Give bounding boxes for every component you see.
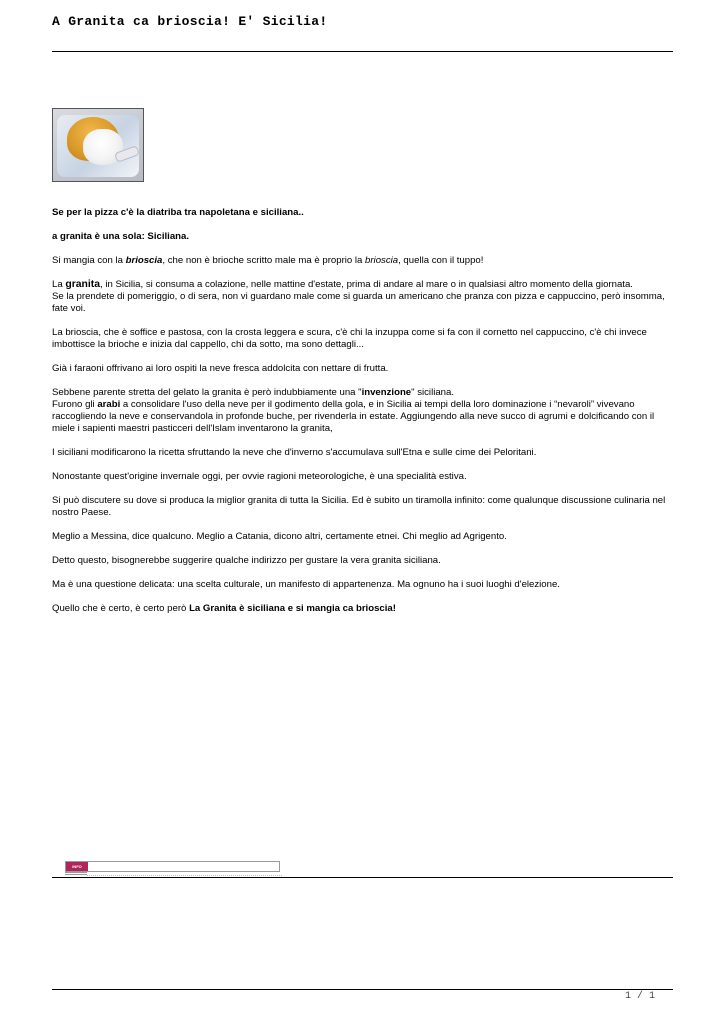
page-number: 1 / 1 — [624, 991, 655, 1002]
ad-tag: INFO — [66, 862, 88, 871]
paragraph: Nonostante quest'origine invernale oggi, per ovvie ragioni meteorologiche, è una specialità estiva. — [52, 471, 467, 482]
paragraph: Sebbene parente stretta del gelato la granita è però indubbiamente una "invenzione" siciliana. Furono gli arabi a consolidare l'uso della neve per il godimento della gola, e in Sicilia ai tempi della loro dominazione i “nevaroli” vivevano raccogliendo la neve e conservandola in profonde buche, per rivenderla in estate. Aggiungendo alla neve succo di agrumi e dolcificando con il miele i sapienti maestri pasticceri dell'Islam inventarono la granita, — [52, 387, 655, 434]
content-divider — [52, 877, 673, 878]
paragraph: Già i faraoni offrivano ai loro ospiti la neve fresca addolcita con nettare di frutta. — [52, 363, 389, 374]
ad-banner[interactable] — [65, 861, 280, 872]
closing-line: Quello che è certo, è certo però La Granita è siciliana e si mangia ca brioscia! — [52, 603, 396, 614]
paragraph: Detto questo, bisognerebbe suggerire qualche indirizzo per gustare la vera granita siciliana. — [52, 555, 441, 566]
intro-line: Se per la pizza c'è la diatriba tra napoletana e siciliana.. — [52, 207, 304, 218]
ad-caption-lines — [65, 872, 87, 876]
paragraph: La brioscia, che è soffice e pastosa, con la crosta leggera e scura, c'è chi la inzuppa come si fa con il cornetto nel cappuccino, c'è chi invece imbottisce la brioche e inizia dal cappello, chi da sotto, ma sono dettagli... — [52, 327, 647, 350]
subheading: a granita è una sola: Siciliana. — [52, 231, 190, 242]
paragraph: Ma è una questione delicata: una scelta culturale, un manifesto di appartenenza. Ma ognuno ha i suoi luoghi d'elezione. — [52, 579, 560, 590]
article-body — [52, 207, 668, 627]
footer-divider — [52, 989, 673, 990]
granita-brioche-photo — [52, 108, 144, 182]
paragraph: Si mangia con la brioscia, che non è brioche scritto male ma è proprio la brioscia, quella con il tuppo! — [52, 255, 484, 266]
paragraph: La granita, in Sicilia, si consuma a colazione, nelle mattine d'estate, prima di andare al mare o in qualsiasi altro momento della giornata. Se la prendete di pomeriggio, o di sera, non vi guardano male come si guarda un americano che pranza con pizza e cappuccino, però insomma, fate voi. — [52, 279, 665, 314]
paragraph: Meglio a Messina, dice qualcuno. Meglio a Catania, dicono altri, certamente etnei. Chi meglio ad Agrigento. — [52, 531, 507, 542]
paragraph: I siciliani modificarono la ricetta sfruttando la neve che d'inverno s'accumulava sull'Etna e sulle cime dei Peloritani. — [52, 447, 537, 458]
page-title: A Granita ca brioscia! E' Sicilia! — [52, 14, 328, 29]
header-divider — [52, 51, 673, 52]
paragraph: Si può discutere su dove si produca la miglior granita di tutta la Sicilia. Ed è subito un tiramolla infinito: come qualunque discussione culinaria nel nostro Paese. — [52, 495, 666, 518]
ad-dotted-line — [87, 875, 282, 876]
